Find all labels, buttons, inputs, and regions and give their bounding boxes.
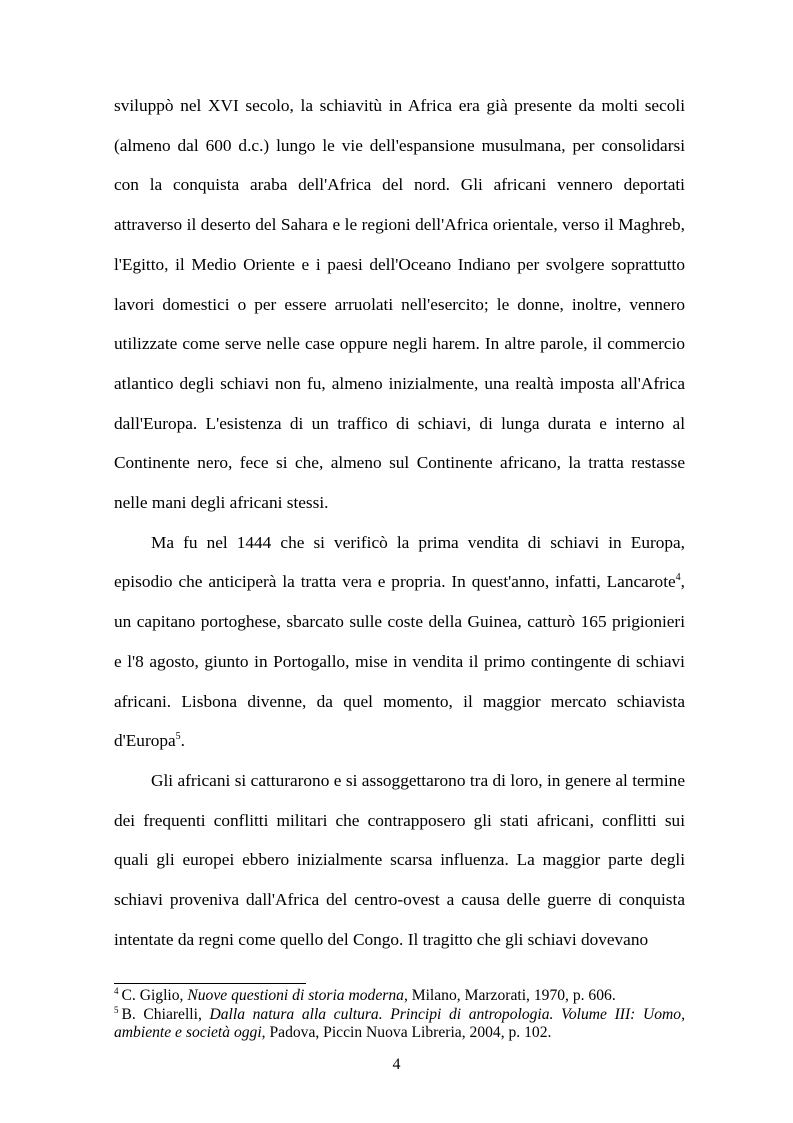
footnotes [114, 987, 685, 1043]
footnote-title: Dalla natura alla cultura. Principi di antropologia. Volume III: Uomo, ambiente e società oggi [114, 1005, 685, 1041]
footnote-author: C. Giglio, [121, 987, 188, 1004]
paragraph-1: sviluppò nel XVI secolo, la schiavitù in Africa era già presente da molti secoli (almeno dal 600 d.c.) lungo le vie dell'espansione musulmana, per consolidarsi con la conquista araba dell'Africa del nord. Gli africani vennero deportati attraverso il deserto del Sahara e le regioni dell'Africa orientale, verso il Maghreb, l'Egitto, il Medio Oriente e i paesi dell'Oceano Indiano per svolgere soprattutto lavori domestici o per essere arruolati nell'esercito; le donne, inoltre, vennero utilizzate come serve nelle case oppure negli harem. In altre parole, il commercio atlantico degli schiavi non fu, almeno inizialmente, una realtà imposta all'Africa dall'Europa. L'esistenza di un traffico di schiavi, di lunga durata e interno al Continente nero, fece si che, almeno sul Continente africano, la tratta restasse nelle mani degli africani stessi. [114, 96, 685, 513]
footnote-ref-4: 4 [675, 572, 681, 584]
body-text [114, 86, 685, 959]
footnote-publication: , Padova, Piccin Nuova Libreria, 2004, p. 102. [261, 1024, 552, 1041]
paragraph-2-part-1: Ma fu nel 1444 che si verificò la prima vendita di schiavi in Europa, episodio che anticiperà la tratta vera e propria. In quest'anno, infatti, Lancarote [114, 532, 685, 592]
page-number: 4 [392, 1056, 401, 1073]
footnote-publication: , Milano, Marzorati, 1970, p. 606. [403, 987, 616, 1004]
footnote-title: Nuove questioni di storia moderna [187, 987, 404, 1004]
footnote-author: B. Chiarelli, [121, 1005, 210, 1023]
paragraph-2 [114, 523, 685, 761]
footnote-number: 5 [114, 1004, 119, 1015]
footnote-separator [114, 983, 306, 984]
footnote-4 [114, 987, 685, 1006]
paragraph-2-part-2: , un capitano portoghese, sbarcato sulle coste della Guinea, catturò 165 prigionieri e l'8 agosto, giunto in Portogallo, mise in vendita il primo contingente di schiavi africani. Lisbona divenne, da quel momento, il maggior mercato schiavista d'Europa [114, 572, 685, 751]
footnote-ref-5: 5 [175, 731, 181, 743]
paragraph-3: Gli africani si catturarono e si assoggettarono tra di loro, in genere al termine dei frequenti conflitti militari che contrapposero gli stati africani, conflitti sui quali gli europei ebbero inizialmente scarsa influenza. La maggior parte degli schiavi proveniva dall'Africa del centro-ovest a causa delle guerre di conquista intentate da regni come quello del Congo. Il tragitto che gli schiavi dovevano [114, 770, 685, 949]
paragraph-2-part-3: . [180, 731, 185, 751]
footnote-number: 4 [114, 986, 119, 996]
footnote-5 [114, 1006, 685, 1043]
